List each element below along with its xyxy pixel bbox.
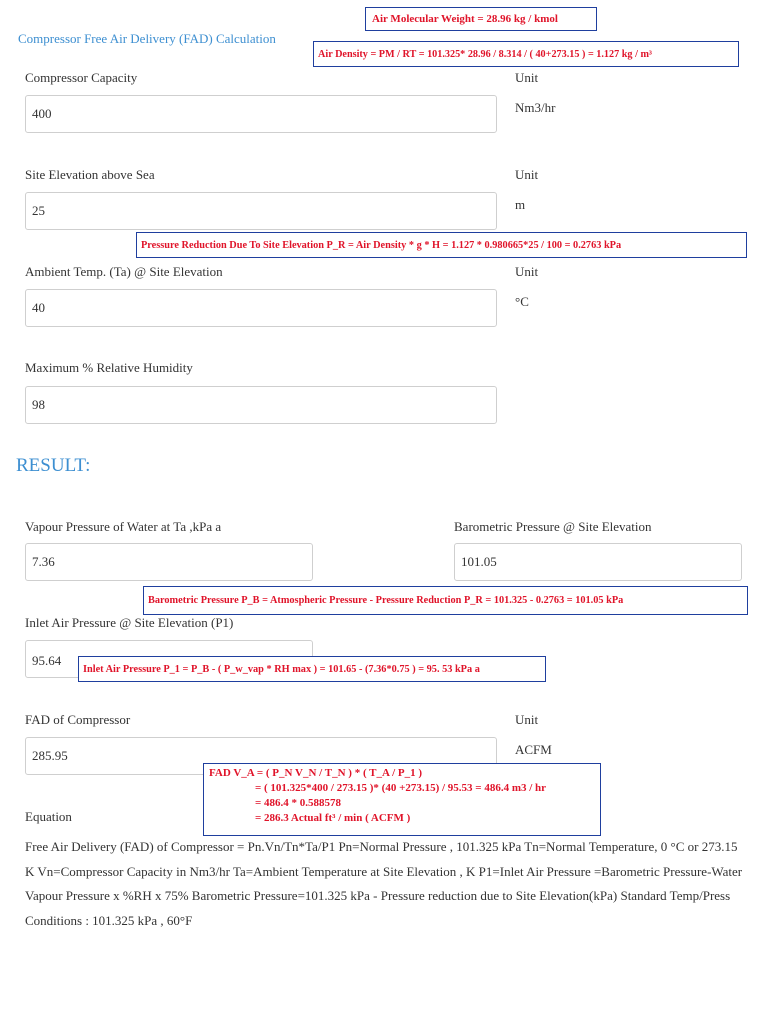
elevation-label: Site Elevation above Sea bbox=[25, 167, 155, 182]
fad-formula-line-3: = 486.4 * 0.588578 bbox=[255, 797, 342, 809]
annotation-air-density: Air Density = PM / RT = 101.325* 28.96 / 8.314 / ( 40+273.15 ) = 1.127 kg / m³ bbox=[313, 41, 739, 67]
capacity-input-value: 400 bbox=[32, 106, 52, 121]
humidity-input[interactable] bbox=[25, 386, 497, 424]
fad-formula-line-2: = ( 101.325*400 / 273.15 )* (40 +273.15) / 95.53 = 486.4 m3 / hr bbox=[255, 782, 547, 794]
fad-label: FAD of Compressor bbox=[25, 712, 131, 727]
equation-text: Free Air Delivery (FAD) of Compressor = Pn.Vn/Tn*Ta/P1 Pn=Normal Pressure , 101.325 kPa Tn=Normal Temperature, 0 °C or 273.15 K Vn=Compressor Capacity in Nm3/hr Ta=Ambient Temperature at Site Elevation , K P1=Inlet Air Pressure =Barometric Pressure-Water Vapour Pressure x %RH x 75% Barometric Pressure=101.325 kPa - Pressure reduction due to Site Elevation(kPa) Standard Temp/Press Conditions : 101.325 kPa , 60°F bbox=[25, 839, 743, 928]
barometric-pressure-value: 101.05 bbox=[461, 554, 497, 569]
equation-heading: Equation bbox=[25, 809, 72, 824]
ambient-temp-label: Ambient Temp. (Ta) @ Site Elevation bbox=[25, 264, 223, 279]
annotation-pressure-reduction: Pressure Reduction Due To Site Elevation P_R = Air Density * g * H = 1.127 * 0.980665*25 / 100 = 0.2763 kPa bbox=[136, 232, 747, 258]
fad-formula-line-1: FAD V_A = ( P_N V_N / T_N ) * ( T_A / P_1 ) bbox=[209, 767, 423, 779]
annotation-molecular-weight: Air Molecular Weight = 28.96 kg / kmol bbox=[365, 7, 597, 31]
ambient-temp-unit-label: Unit bbox=[515, 264, 539, 279]
humidity-input-value: 98 bbox=[32, 397, 45, 412]
inlet-pressure-label: Inlet Air Pressure @ Site Elevation (P1) bbox=[25, 615, 234, 630]
ambient-temp-unit-select[interactable]: °C bbox=[515, 294, 529, 309]
vapour-pressure-output bbox=[25, 543, 313, 581]
vapour-pressure-value: 7.36 bbox=[32, 554, 55, 569]
ambient-temp-input[interactable] bbox=[25, 289, 497, 327]
ambient-temp-input-value: 40 bbox=[32, 300, 45, 315]
fad-value: 285.95 bbox=[32, 748, 68, 763]
vapour-pressure-label: Vapour Pressure of Water at Ta ,kPa a bbox=[25, 519, 222, 534]
annotation-inlet-pressure: Inlet Air Pressure P_1 = P_B - ( P_w_vap * RH max ) = 101.65 - (7.36*0.75 ) = 95. 53 kPa a bbox=[78, 656, 546, 682]
result-heading: RESULT: bbox=[16, 455, 91, 476]
humidity-label: Maximum % Relative Humidity bbox=[25, 360, 193, 375]
elevation-unit-label: Unit bbox=[515, 167, 539, 182]
annotation-barometric-pressure: Barometric Pressure P_B = Atmospheric Pressure - Pressure Reduction P_R = 101.325 - 0.2763 = 101.05 kPa bbox=[143, 586, 748, 615]
capacity-input[interactable] bbox=[25, 95, 497, 133]
inlet-pressure-value: 95.64 bbox=[32, 653, 62, 668]
elevation-input-value: 25 bbox=[32, 203, 45, 218]
page-title: Compressor Free Air Delivery (FAD) Calculation bbox=[18, 31, 276, 46]
capacity-unit-label: Unit bbox=[515, 70, 539, 85]
capacity-label: Compressor Capacity bbox=[25, 70, 138, 85]
elevation-unit-select[interactable]: m bbox=[515, 197, 526, 212]
annotation-fad-formula bbox=[203, 763, 601, 836]
fad-formula-line-4: = 286.3 Actual ft³ / min ( ACFM ) bbox=[255, 812, 411, 824]
elevation-input[interactable] bbox=[25, 192, 497, 230]
barometric-pressure-label: Barometric Pressure @ Site Elevation bbox=[454, 519, 652, 534]
fad-unit-label: Unit bbox=[515, 712, 539, 727]
fad-unit-select[interactable]: ACFM bbox=[515, 742, 552, 757]
capacity-unit-select[interactable]: Nm3/hr bbox=[515, 100, 556, 115]
barometric-pressure-output bbox=[454, 543, 742, 581]
